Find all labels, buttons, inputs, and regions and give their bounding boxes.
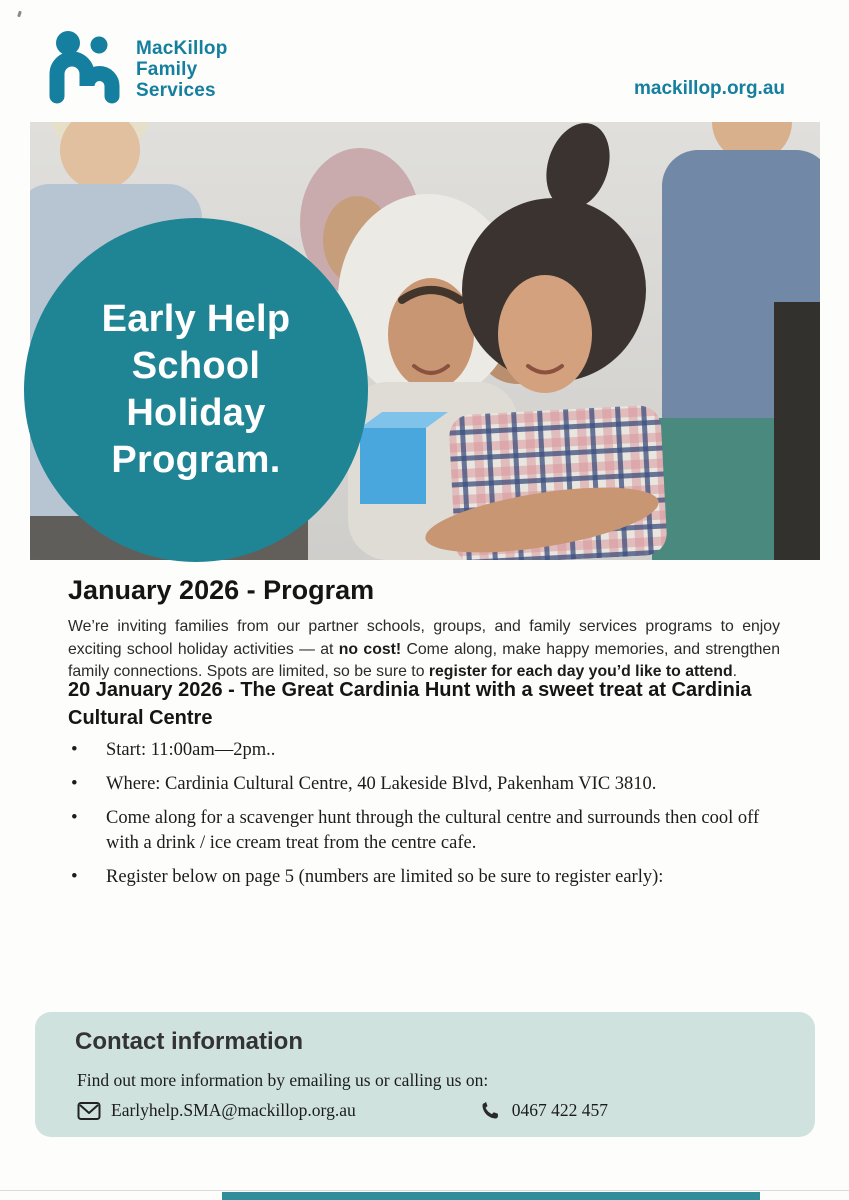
- bullet-register-text: Register below on page 5 (numbers are limited so be sure to register early):: [106, 867, 664, 887]
- intro-bold-no-cost: no cost!: [338, 640, 402, 658]
- email-icon: [77, 1101, 101, 1121]
- program-heading: January 2026 - Program: [68, 575, 375, 605]
- page-edge-line: [0, 1190, 849, 1191]
- contact-heading: Contact information: [75, 1028, 303, 1055]
- intro-bold-register: register for each day you’d like to attend: [428, 663, 733, 680]
- event-bullet-list: [68, 738, 768, 899]
- footer-teal-bar: [222, 1192, 760, 1200]
- bullet-start-time: [68, 738, 768, 763]
- mackillop-logo-icon: [44, 30, 126, 104]
- bullet-location: [68, 772, 768, 797]
- hero-title-line-3: Holiday: [126, 392, 266, 434]
- bullet-location-text: Where: Cardinia Cultural Centre, 40 Lakeside Blvd, Pakenham VIC 3810.: [106, 774, 657, 794]
- intro-text-1: We’re inviting families from our partner schools, groups, and family services programs to enjoy exciting school holiday activities — at: [68, 618, 780, 658]
- event-heading: 20 January 2026 - The Great Cardinia Hunt with a sweet treat at Cardinia Cultural Centre: [68, 679, 752, 729]
- bullet-register: [68, 865, 768, 890]
- logo-wordmark: [136, 30, 228, 101]
- intro-text-3: .: [732, 663, 737, 680]
- intro-text-2: Come along, make happy memories, and strengthen family connections. Spots are limited, so be sure to: [68, 640, 781, 680]
- phone-icon: [478, 1101, 502, 1121]
- mackillop-logo: [44, 30, 228, 104]
- hero-title-line-1: Early Help: [101, 298, 291, 340]
- scan-artifact: [17, 11, 22, 18]
- contact-information-box: [35, 1012, 815, 1137]
- contact-intro-line: Find out more information by emailing us or calling us on:: [77, 1070, 489, 1090]
- contact-details-row: [77, 1100, 608, 1121]
- logo-line-2: Family: [136, 59, 198, 80]
- bullet-activity: [68, 806, 768, 856]
- bullet-start-time-text: Start: 11:00am—2pm..: [106, 740, 276, 760]
- hero-title-circle: [24, 218, 368, 562]
- logo-line-1: MacKillop: [136, 38, 228, 59]
- contact-phone-group: [478, 1100, 608, 1121]
- hero-title-line-4: Program.: [111, 439, 281, 481]
- program-intro-paragraph: [68, 616, 780, 684]
- hero-title-line-2: School: [131, 345, 261, 387]
- logo-line-3: Services: [136, 80, 216, 101]
- contact-email: Earlyhelp.SMA@mackillop.org.au: [111, 1100, 356, 1120]
- bullet-activity-text: Come along for a scavenger hunt through the cultural centre and surrounds then cool off with a drink / ice cream treat from the centre cafe.: [106, 808, 760, 853]
- contact-phone: 0467 422 457: [511, 1100, 608, 1120]
- website-url: mackillop.org.au: [634, 78, 785, 99]
